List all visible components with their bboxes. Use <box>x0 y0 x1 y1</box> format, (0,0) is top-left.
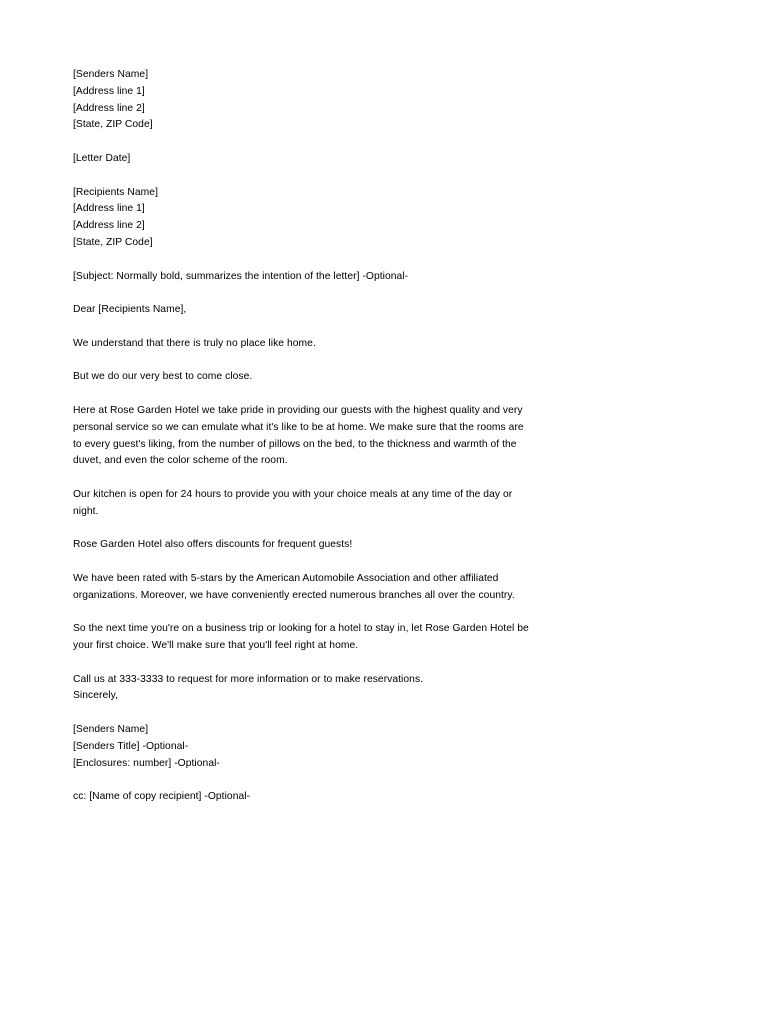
paragraph-line: We understand that there is truly no place like home. <box>73 337 316 349</box>
subject-line: [Subject: Normally bold, summarizes the intention of the letter] -Optional- <box>73 270 409 282</box>
sender-state-zip: [State, ZIP Code] <box>73 119 153 131</box>
body-paragraph-1 <box>73 336 673 353</box>
paragraph-line: duvet, and even the color scheme of the room. <box>73 455 288 467</box>
body-paragraph-2 <box>73 369 673 386</box>
enclosures-line: [Enclosures: number] -Optional- <box>73 757 220 769</box>
signature-title: [Senders Title] -Optional- <box>73 740 189 752</box>
body-paragraph-6 <box>73 571 673 605</box>
recipient-address-line-2: [Address line 2] <box>73 220 145 232</box>
body-paragraph-3 <box>73 403 673 470</box>
recipient-name: [Recipients Name] <box>73 186 158 198</box>
paragraph-line: organizations. Moreover, we have conveniently erected numerous branches all over the country. <box>73 589 515 601</box>
paragraph-line: night. <box>73 505 99 517</box>
subject-block <box>73 269 673 286</box>
body-paragraph-8-and-closing <box>73 672 673 706</box>
cc-block <box>73 789 673 806</box>
signature-name: [Senders Name] <box>73 724 149 736</box>
paragraph-line: Call us at 333-3333 to request for more information or to make reservations. <box>73 673 424 685</box>
closing: Sincerely, <box>73 690 118 702</box>
sender-address-line-1: [Address line 1] <box>73 85 145 97</box>
paragraph-line: to every guest's liking, from the number of pillows on the bed, to the thickness and warmth of the <box>73 438 517 450</box>
signature-block <box>73 722 673 772</box>
recipient-state-zip: [State, ZIP Code] <box>73 236 153 248</box>
paragraph-line: Here at Rose Garden Hotel we take pride in providing our guests with the highest quality and very <box>73 404 523 416</box>
paragraph-line: So the next time you're on a business trip or looking for a hotel to stay in, let Rose Garden Hotel be <box>73 623 529 635</box>
letter-date: [Letter Date] <box>73 152 131 164</box>
salutation-block <box>73 302 673 319</box>
recipient-address-line-1: [Address line 1] <box>73 203 145 215</box>
paragraph-line: Our kitchen is open for 24 hours to provide you with your choice meals at any time of the day or <box>73 488 513 500</box>
paragraph-line: We have been rated with 5-stars by the American Automobile Association and other affiliated <box>73 572 499 584</box>
body-paragraph-4 <box>73 487 673 521</box>
body-paragraph-7 <box>73 621 673 655</box>
cc-line: cc: [Name of copy recipient] -Optional- <box>73 791 251 803</box>
letter-date-block <box>73 151 673 168</box>
paragraph-line: personal service so we can emulate what it's like to be at home. We make sure that the rooms are <box>73 421 524 433</box>
body-paragraph-5 <box>73 537 673 554</box>
paragraph-line: your first choice. We'll make sure that you'll feel right at home. <box>73 640 359 652</box>
sender-address-block <box>73 67 673 134</box>
paragraph-line: Rose Garden Hotel also offers discounts for frequent guests! <box>73 539 353 551</box>
sender-address-line-2: [Address line 2] <box>73 102 145 114</box>
recipient-address-block <box>73 185 673 252</box>
paragraph-line: But we do our very best to come close. <box>73 371 253 383</box>
sender-name: [Senders Name] <box>73 69 149 80</box>
salutation: Dear [Recipients Name], <box>73 304 187 316</box>
letter-page <box>73 67 673 823</box>
